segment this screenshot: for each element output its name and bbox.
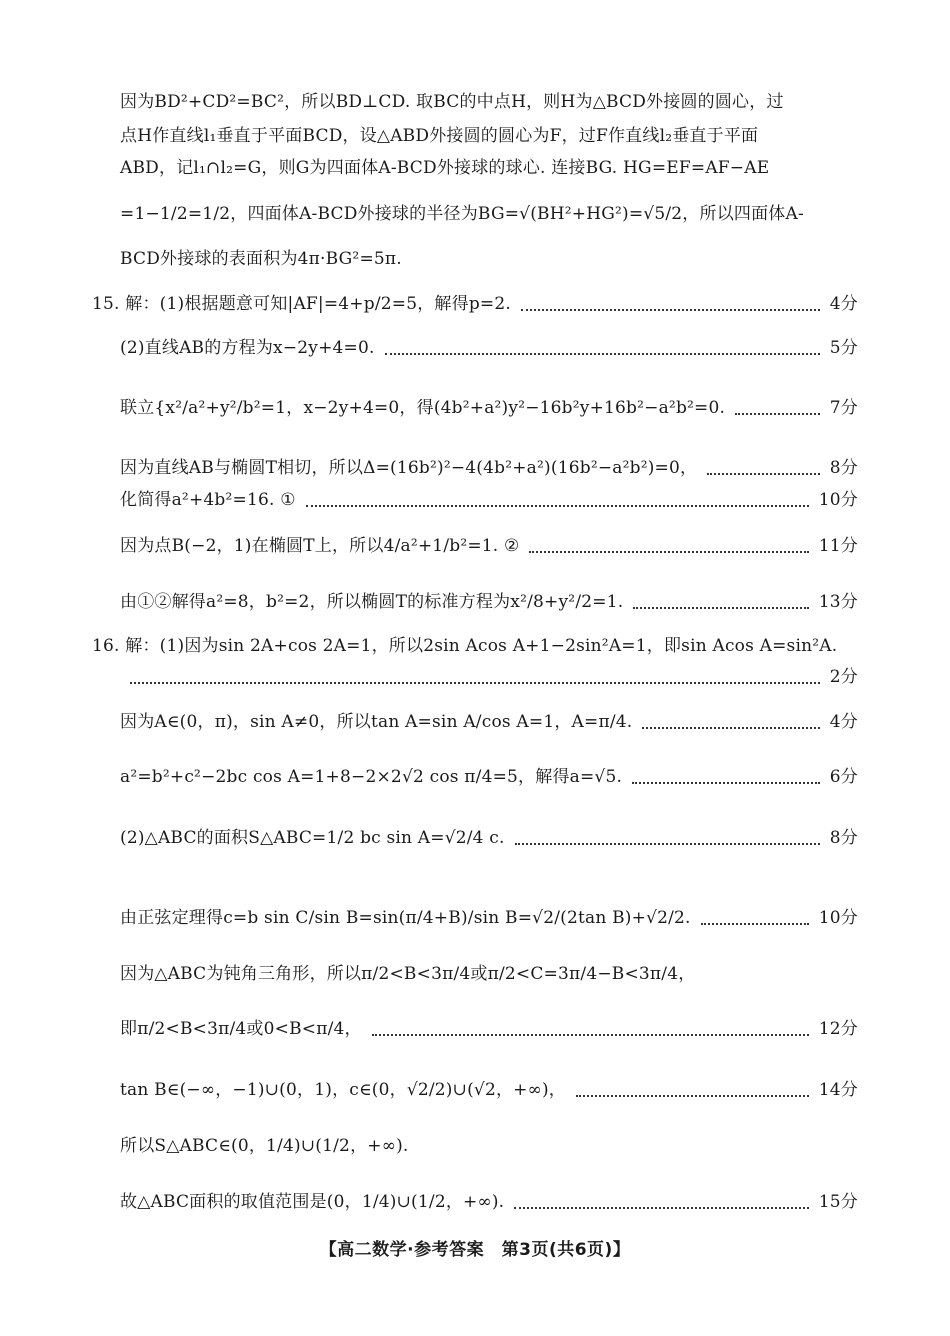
line-text: 由正弦定理得c=b sin C/sin B=sin(π/4+B)/sin B=√2/(2tan B)+√2/2. xyxy=(120,907,691,928)
scored-line xyxy=(120,706,858,738)
score-label: 10分 xyxy=(818,907,858,928)
line-text: tan B∈(−∞，−1)∪(0，1)，c∈(0，√2/2)∪(√2，+∞)， xyxy=(120,1079,567,1100)
dot-leader xyxy=(130,682,820,684)
line-text: (2)△ABC的面积S△ABC=1/2 bc sin A=√2/4 c. xyxy=(120,827,505,848)
score-label: 5分 xyxy=(829,337,858,358)
line-text: 因为BD²+CD²=BC²，所以BD⊥CD. 取BC的中点H，则H为△BCD外接圆的圆心，过 xyxy=(120,91,784,112)
line-text: 点H作直线l₁垂直于平面BCD，设△ABD外接圆的圆心为F，过F作直线l₂垂直于平面 xyxy=(120,125,759,146)
line-text: 所以S△ABC∈(0，1/4)∪(1/2，+∞). xyxy=(120,1135,409,1156)
scored-line xyxy=(120,761,858,793)
line-text: 由①②解得a²=8，b²=2，所以椭圆T的标准方程为x²/8+y²/2=1. xyxy=(120,591,624,612)
line-text: 因为A∈(0，π)，sin A≠0，所以tan A=sin A/cos A=1，A=π/4. xyxy=(120,711,633,732)
text-line xyxy=(120,243,858,275)
dot-leader xyxy=(521,309,820,311)
line-text: 化简得a²+4b²=16. ① xyxy=(120,489,296,510)
score-label: 14分 xyxy=(818,1079,858,1100)
dot-leader xyxy=(707,473,820,475)
dot-leader xyxy=(514,1207,808,1209)
score-label: 15分 xyxy=(818,1191,858,1212)
score-label: 7分 xyxy=(829,397,858,418)
dot-leader xyxy=(372,1034,809,1036)
text-line xyxy=(92,630,858,662)
score-label: 8分 xyxy=(829,457,858,478)
dot-leader xyxy=(642,727,819,729)
line-text: 因为直线AB与椭圆T相切，所以Δ=(16b²)²−4(4b²+a²)(16b²−a²b²)=0， xyxy=(120,457,698,478)
scored-line xyxy=(120,484,858,516)
score-label: 2分 xyxy=(829,666,858,687)
score-label: 13分 xyxy=(818,591,858,612)
scored-line xyxy=(120,530,858,562)
dot-leader xyxy=(529,551,808,553)
text-line xyxy=(120,152,858,184)
scored-line xyxy=(120,452,858,484)
scored-line xyxy=(120,1013,858,1045)
score-label: 12分 xyxy=(818,1018,858,1039)
score-label: 10分 xyxy=(818,489,858,510)
text-line xyxy=(120,1130,858,1162)
line-text: 因为点B(−2，1)在椭圆T上，所以4/a²+1/b²=1. ② xyxy=(120,535,520,556)
dot-leader xyxy=(701,923,809,925)
page-footer: 【高二数学·参考答案 第3页(共6页)】 xyxy=(319,1240,631,1260)
line-text: 即π/2<B<3π/4或0<B<π/4， xyxy=(120,1018,362,1039)
scored-line xyxy=(120,1074,858,1106)
scored-line xyxy=(120,392,858,424)
scored-line xyxy=(120,586,858,618)
score-label: 8分 xyxy=(829,827,858,848)
score-label: 11分 xyxy=(818,535,858,556)
dot-leader xyxy=(385,353,820,355)
dot-leader xyxy=(576,1095,809,1097)
line-text: =1−1/2=1/2，四面体A-BCD外接球的半径为BG=√(BH²+HG²)=√5/2，所以四面体A- xyxy=(120,203,804,224)
score-label: 6分 xyxy=(829,766,858,787)
dot-leader xyxy=(515,843,820,845)
line-text: 联立{x²/a²+y²/b²=1，x−2y+4=0，得(4b²+a²)y²−16b²y+16b²−a²b²=0. xyxy=(120,397,726,418)
dot-leader xyxy=(735,413,820,415)
scored-line xyxy=(120,332,858,364)
line-text: 因为△ABC为钝角三角形，所以π/2<B<3π/4或π/2<C=3π/4−B<3π/4， xyxy=(120,963,696,984)
text-line xyxy=(120,198,858,230)
dot-leader xyxy=(632,782,820,784)
line-text: 故△ABC面积的取值范围是(0，1/4)∪(1/2，+∞). xyxy=(120,1191,505,1212)
dot-leader xyxy=(306,505,809,507)
text-line xyxy=(120,958,858,990)
score-label: 4分 xyxy=(829,293,858,314)
scored-line xyxy=(120,661,858,693)
line-text: (2)直线AB的方程为x−2y+4=0. xyxy=(120,337,375,358)
line-text: BCD外接球的表面积为4π·BG²=5π. xyxy=(120,248,402,269)
text-line xyxy=(120,86,858,118)
line-text: 16. 解：(1)因为sin 2A+cos 2A=1，所以2sin Acos A+1−2sin²A=1，即sin Acos A=sin²A. xyxy=(92,635,838,656)
line-text: 15. 解：(1)根据题意可知|AF|=4+p/2=5，解得p=2. xyxy=(92,293,511,314)
scored-line xyxy=(120,822,858,854)
scored-line xyxy=(92,288,858,320)
text-line xyxy=(120,120,858,152)
scored-line xyxy=(120,902,858,934)
scored-line xyxy=(120,1186,858,1218)
line-text: a²=b²+c²−2bc cos A=1+8−2×2√2 cos π/4=5，解得a=√5. xyxy=(120,766,623,787)
line-text: ABD，记l₁∩l₂=G，则G为四面体A-BCD外接球的球心. 连接BG. HG=EF=AF−AE xyxy=(120,157,770,178)
score-label: 4分 xyxy=(829,711,858,732)
dot-leader xyxy=(633,607,808,609)
